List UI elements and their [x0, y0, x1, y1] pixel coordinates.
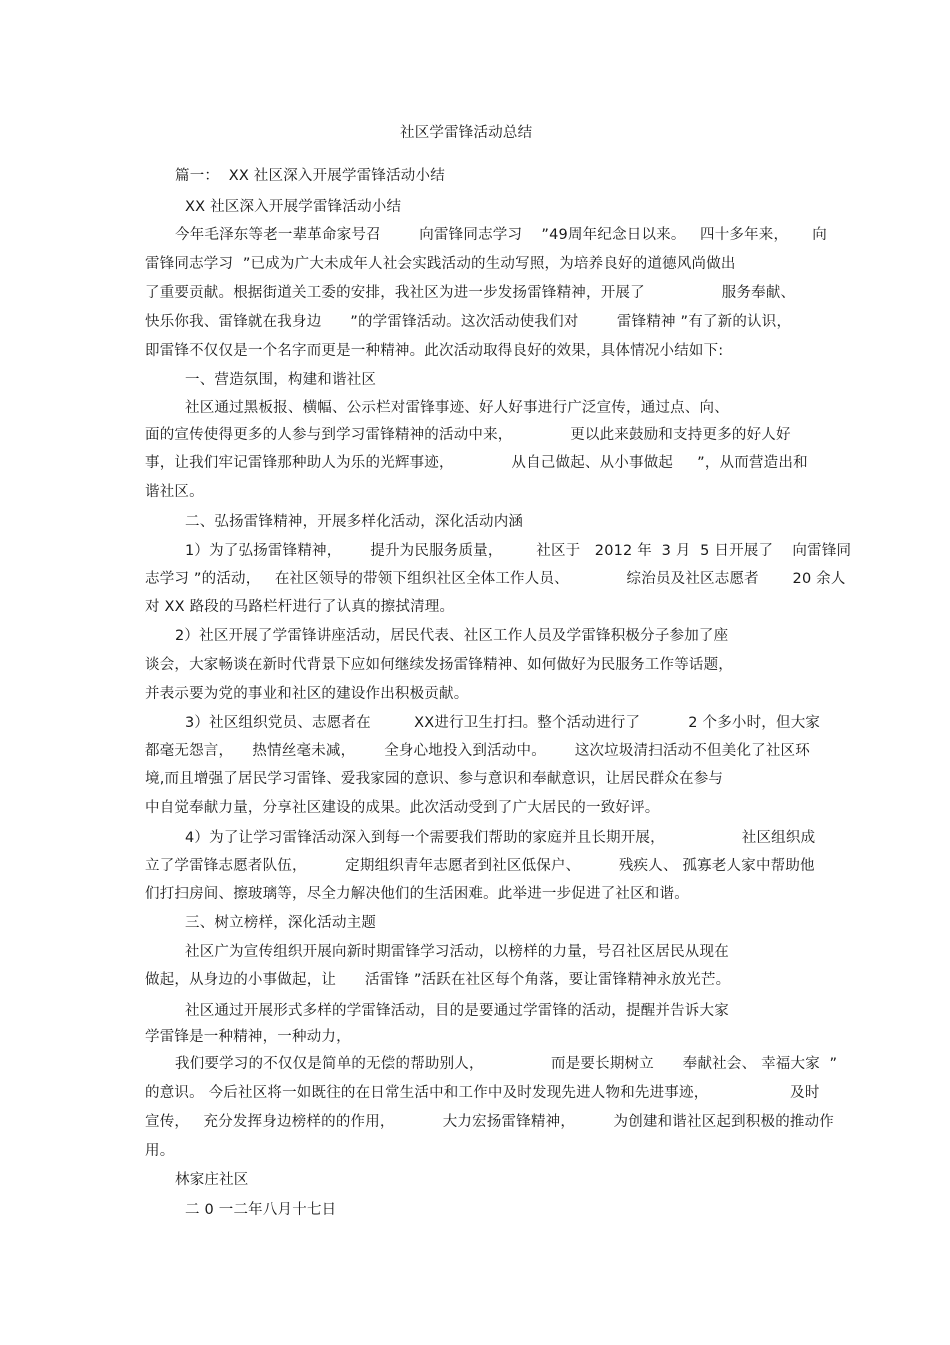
paragraph-line: 境,而且增强了居民学习雷锋、爱我家园的意识、参与意识和奉献意识，让居民群众在参与	[145, 771, 724, 787]
subtitle: XX 社区深入开展学雷锋活动小结	[185, 199, 402, 215]
paragraph-line: 社区广为宣传组织开展向新时期雷锋学习活动，以榜样的力量，号召社区居民从现在	[185, 944, 729, 960]
paragraph-line: 雷锋同志学习 ”已成为广大未成年人社会实践活动的生动写照，为培养良好的道德风尚做出	[145, 256, 736, 272]
paragraph-line: 的意识。 今后社区将一如既往的在日常生活中和工作中及时发现先进人物和先进事迹， 及时	[145, 1085, 820, 1101]
signature-organization: 林家庄社区	[175, 1172, 249, 1188]
section-heading-2: 二、弘扬雷锋精神，开展多样化活动，深化活动内涵	[185, 514, 524, 530]
paragraph-line: 了重要贡献。根据街道关工委的安排，我社区为进一步发扬雷锋精神，开展了 服务奉献、	[145, 285, 796, 301]
section-heading-part-one: 篇一： XX 社区深入开展学雷锋活动小结	[175, 168, 445, 184]
paragraph-line: 都毫无怨言， 热情丝毫未减， 全身心地投入到活动中。 这次垃圾清扫活动不但美化了社区环	[145, 743, 810, 759]
paragraph-line: 谐社区。	[145, 484, 204, 500]
paragraph-line: 用。	[145, 1143, 175, 1159]
paragraph-line: 即雷锋不仅仅是一个名字而更是一种精神。此次活动取得良好的效果，具体情况小结如下:	[145, 343, 724, 359]
paragraph-line: 我们要学习的不仅仅是简单的无偿的帮助别人， 而是要长期树立 奉献社会、 幸福大家 ”	[175, 1056, 838, 1072]
signature-date: 二 0 一二年八月十七日	[185, 1202, 337, 1218]
paragraph-line: 做起，从身边的小事做起，让 活雷锋 ”活跃在社区每个角落，要让雷锋精神永放光芒。	[145, 972, 731, 988]
paragraph-line: 谈会，大家畅谈在新时代背景下应如何继续发扬雷锋精神、如何做好为民服务工作等话题，	[145, 657, 733, 673]
paragraph-line: 今年毛泽东等老一辈革命家号召 向雷锋同志学习 ”49周年纪念日以来。 四十多年来， 向	[175, 227, 827, 243]
paragraph-line: 并表示要为党的事业和社区的建设作出积极贡献。	[145, 686, 469, 702]
section-heading-1: 一、营造氛围，构建和谐社区	[185, 372, 377, 388]
paragraph-line: 社区通过黑板报、横幅、公示栏对雷锋事迹、好人好事进行广泛宣传，通过点、向、	[185, 400, 729, 416]
paragraph-line: 面的宣传使得更多的人参与到学习雷锋精神的活动中来， 更以此来鼓励和支持更多的好人好	[145, 427, 791, 443]
paragraph-line: 3）社区组织党员、志愿者在 XX进行卫生打扫。整个活动进行了 2 个多小时，但大家	[185, 715, 821, 731]
paragraph-line: 1）为了弘扬雷锋精神， 提升为民服务质量， 社区于 2012 年 3 月 5 日开展了 向雷锋同	[185, 543, 852, 559]
paragraph-line: 立了学雷锋志愿者队伍， 定期组织青年志愿者到社区低保户、 残疾人、 孤寡老人家中帮助他	[145, 858, 815, 874]
document-title: 社区学雷锋活动总结	[400, 125, 533, 141]
paragraph-line: 对 XX 路段的马路栏杆进行了认真的擦拭清理。	[145, 599, 455, 615]
paragraph-line: 中自觉奉献力量，分享社区建设的成果。此次活动受到了广大居民的一致好评。	[145, 800, 660, 816]
paragraph-line: 事，让我们牢记雷锋那种助人为乐的光辉事迹， 从自己做起、从小事做起 ”，从而营造出和	[145, 455, 808, 471]
paragraph-line: 们打扫房间、擦玻璃等，尽全力解决他们的生活困难。此举进一步促进了社区和谐。	[145, 886, 689, 902]
paragraph-line: 社区通过开展形式多样的学雷锋活动，目的是要通过学雷锋的活动，提醒并告诉大家	[185, 1003, 729, 1019]
paragraph-line: 快乐你我、雷锋就在我身边 ”的学雷锋活动。这次活动使我们对 雷锋精神 ”有了新的认识，	[145, 314, 792, 330]
paragraph-line: 4）为了让学习雷锋活动深入到每一个需要我们帮助的家庭并且长期开展， 社区组织成	[185, 830, 816, 846]
paragraph-line: 学雷锋是一种精神，一种动力，	[145, 1029, 351, 1045]
paragraph-line: 宣传， 充分发挥身边榜样的的作用， 大力宏扬雷锋精神， 为创建和谐社区起到积极的推动作	[145, 1114, 834, 1130]
paragraph-line: 2）社区开展了学雷锋讲座活动，居民代表、社区工作人员及学雷锋积极分子参加了座	[175, 628, 729, 644]
paragraph-line: 志学习 ”的活动， 在社区领导的带领下组织社区全体工作人员、 综治员及社区志愿者 20 余人	[145, 571, 846, 587]
section-heading-3: 三、树立榜样，深化活动主题	[185, 915, 377, 931]
